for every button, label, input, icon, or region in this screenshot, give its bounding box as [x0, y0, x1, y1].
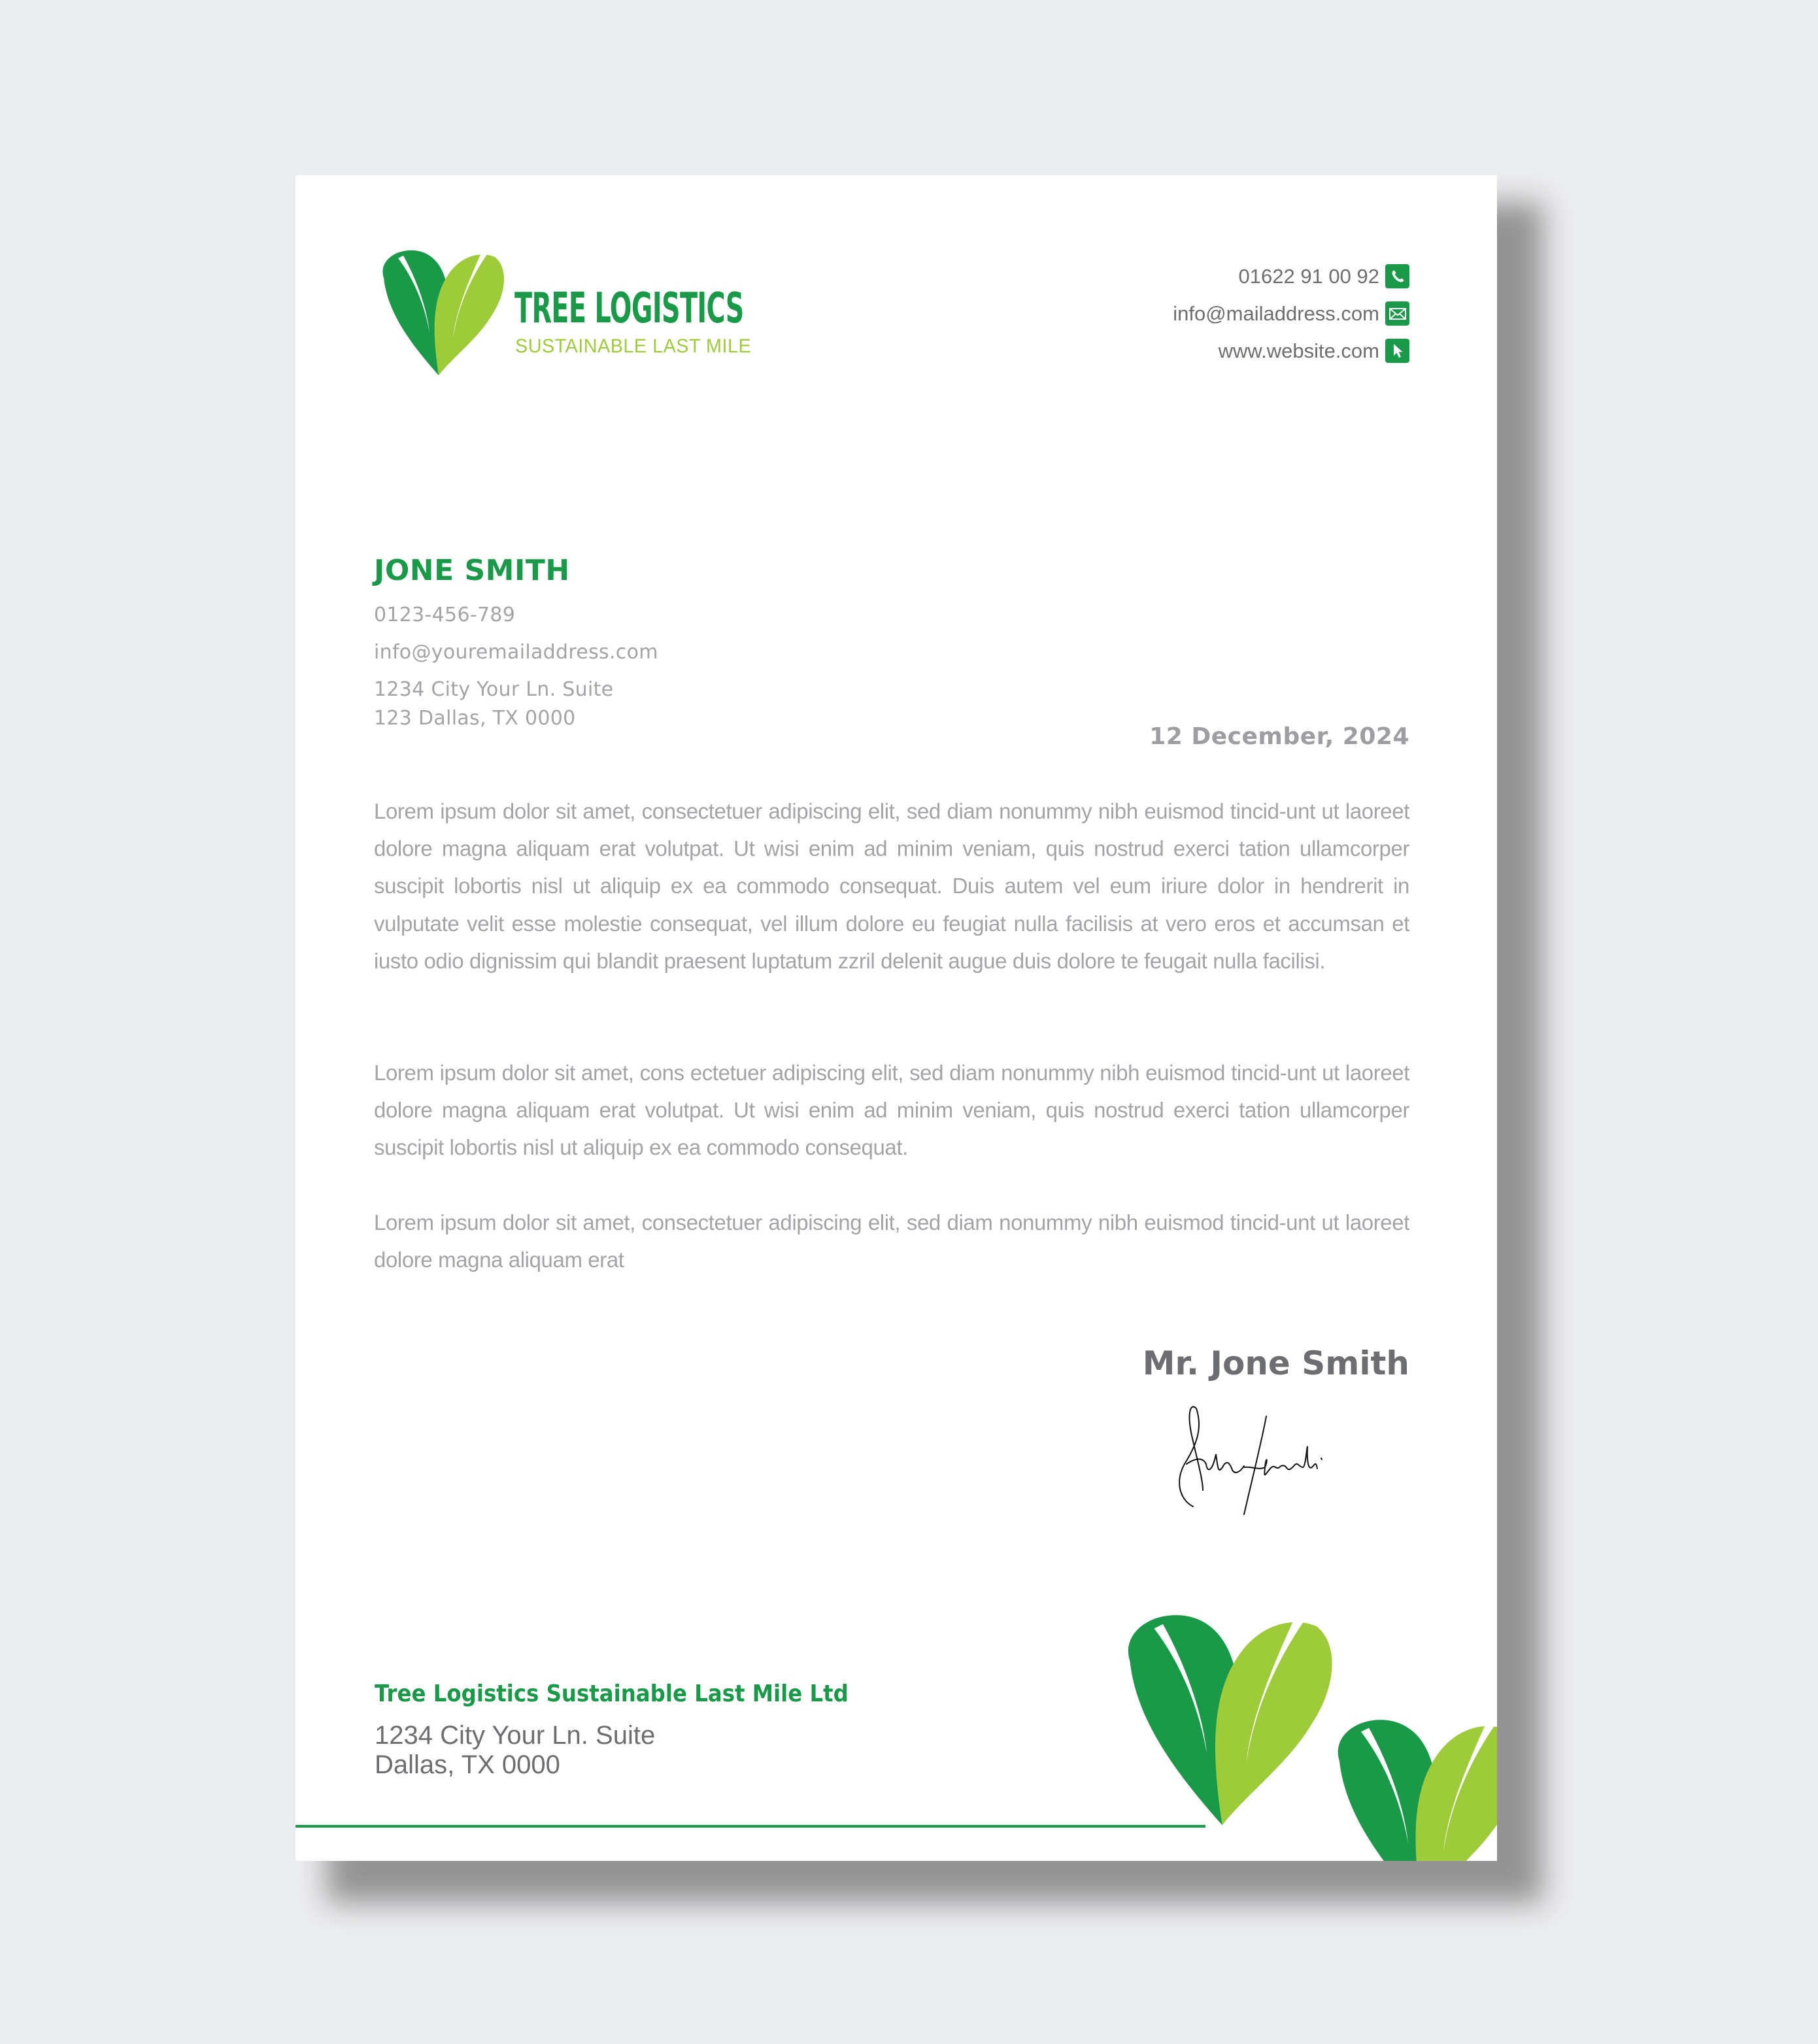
footer-divider	[295, 1825, 1205, 1828]
recipient-address-line1: 1234 City Your Ln. Suite	[374, 678, 614, 701]
letterhead-page	[295, 175, 1497, 1861]
body-paragraph-1: Lorem ipsum dolor sit amet, consectetuer adipiscing elit, sed diam nonummy nibh euismod tincid-unt ut laoreet dolore magna aliquam erat volutpat. Ut wisi enim ad minim veniam, quis nostrud exerci tation ullamcorper suscipit lobortis nisl ut aliquip ex ea commodo consequat. Duis autem vel eum iriure dolor in hendrerit in vulputate velit esse molestie consequat, vel illum dolore eu feugiat nulla facilisis at vero eros et accumsan et iusto odio dignissim qui blandit praesent luptatum zzril delenit augue duis dolore te feugait nulla facilisi.	[374, 799, 1409, 973]
envelope-icon	[1385, 301, 1409, 326]
brand-tagline: SUSTAINABLE LAST MILE	[515, 335, 752, 357]
contact-phone-text: 01622 91 00 92	[1238, 264, 1379, 288]
recipient-phone: 0123-456-789	[374, 604, 516, 626]
recipient-email: info@youremailaddress.com	[374, 641, 658, 664]
company-contacts	[1017, 258, 1409, 369]
footer-address-line1: 1234 City Your Ln. Suite	[375, 1721, 656, 1750]
signer-name: Mr. Jone Smith	[1142, 1344, 1409, 1382]
body-paragraph-2: Lorem ipsum dolor sit amet, cons ectetuer adipiscing elit, sed diam nonummy nibh euismod tincid-unt ut laoreet dolore magna aliquam erat volutpat. Ut wisi enim ad minim veniam, quis nostrud exerci tation ullamcorper suscipit lobortis nisl ut aliquip ex ea commodo consequat.	[374, 1061, 1409, 1160]
contact-phone[interactable]	[1017, 258, 1409, 295]
leaf-heart-decoration-icon	[1115, 1612, 1334, 1828]
footer-address	[375, 1721, 655, 1780]
leaf-heart-decoration-small-icon	[1326, 1715, 1497, 1861]
footer-company-name: Tree Logistics Sustainable Last Mile Ltd	[375, 1680, 849, 1707]
letter-date: 12 December, 2024	[1149, 723, 1409, 750]
brand-name: TREE LOGISTICS	[514, 284, 744, 333]
contact-website-text: www.website.com	[1218, 339, 1379, 362]
leaf-heart-logo-icon	[375, 249, 505, 376]
recipient-block	[374, 556, 658, 733]
cursor-pointer-icon	[1385, 339, 1409, 363]
phone-icon	[1385, 264, 1409, 288]
signature-icon	[1167, 1402, 1343, 1516]
contact-email-text: info@mailaddress.com	[1173, 301, 1379, 325]
recipient-name: JONE SMITH	[374, 554, 570, 587]
footer-address-line2: Dallas, TX 0000	[375, 1750, 560, 1779]
contact-website[interactable]	[1017, 332, 1409, 369]
contact-email[interactable]	[1017, 295, 1409, 332]
recipient-address-line2: 123 Dallas, TX 0000	[374, 707, 576, 730]
body-paragraph-3: Lorem ipsum dolor sit amet, consectetuer adipiscing elit, sed diam nonummy nibh euismod tincid-unt ut laoreet dolore magna aliquam erat	[374, 1210, 1409, 1272]
